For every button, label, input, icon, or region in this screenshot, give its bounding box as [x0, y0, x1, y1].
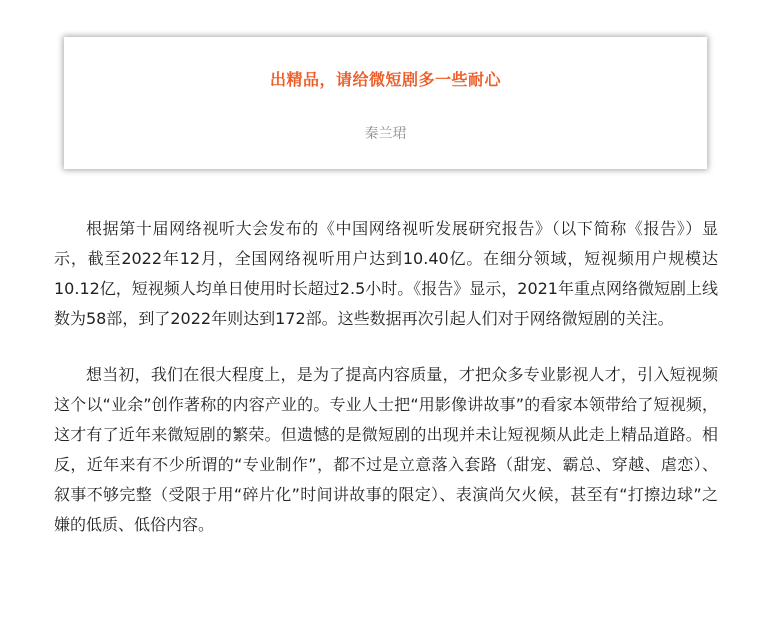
article-author: 秦兰珺 [364, 126, 407, 142]
article-body [54, 214, 718, 540]
article-paragraph: 想当初，我们在很大程度上，是为了提高内容质量，才把众多专业影视人才，引入短视频这个以“业余”创作著称的内容产业的。专业人士把“用影像讲故事”的看家本领带给了短视频，这才有了近年来微短剧的繁荣。但遗憾的是微短剧的出现并未让短视频从此走上精品道路。相反，近年来有不少所谓的“专业制作”，都不过是立意落入套路（甜宠、霸总、穿越、虐恋）、叙事不够完整（受限于用“碎片化”时间讲故事的限定）、表演尚欠火候，甚至有“打擦边球”之嫌的低质、低俗内容。 [54, 365, 718, 534]
article-paragraph: 根据第十届网络视听大会发布的《中国网络视听发展研究报告》（以下简称《报告》）显示，截至2022年12月，全国网络视听用户达到10.40亿。在细分领域，短视频用户规模达10.12亿，短视频人均单日使用时长超过2.5小时。《报告》显示，2021年重点网络微短剧上线数为58部，到了2022年则达到172部。这些数据再次引起人们对于网络微短剧的关注。 [54, 219, 718, 328]
header-card [64, 37, 707, 169]
article-title: 出精品，请给微短剧多一些耐心 [269, 70, 501, 89]
